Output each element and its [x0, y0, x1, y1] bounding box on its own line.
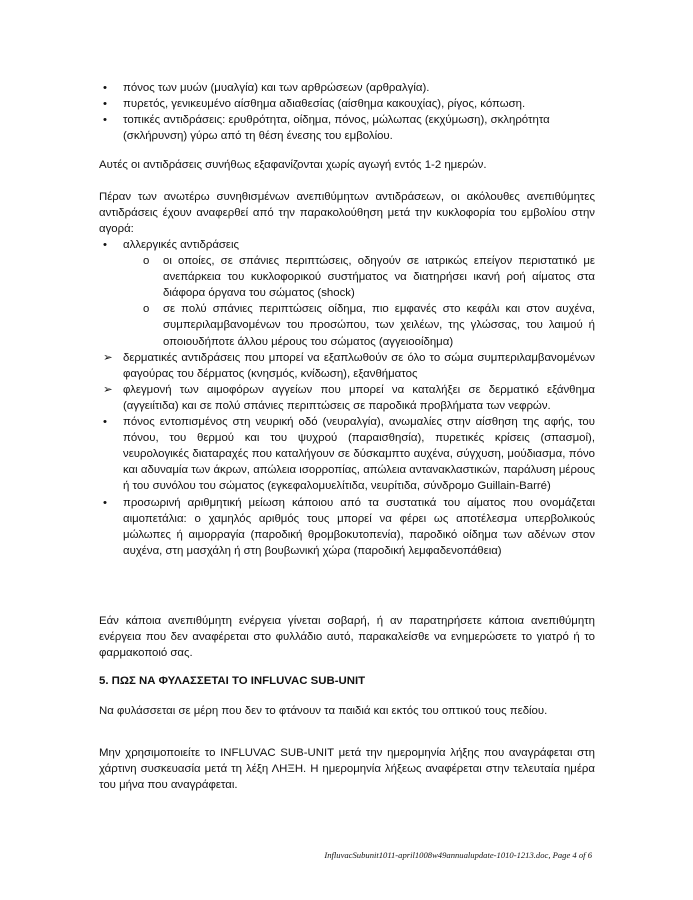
- symptom-list: [99, 80, 595, 144]
- list-item: ➢ δερματικές αντιδράσεις που μπορεί να εξαπλωθούν σε όλο το σώμα συμπεριλαμβανομένων φαγούρας του δέρματος (κνησμός, κνίδωση), εξανθήματος: [103, 351, 595, 380]
- adverse-reaction-list: [99, 237, 595, 559]
- list-item: • τοπικές αντιδράσεις: ερυθρότητα, οίδημα, πόνος, μώλωπας (εκχύμωση), σκληρότητα (σκλήρυνση) γύρω από τη θέση ένεσης του εμβολίου.: [103, 114, 550, 143]
- arrow-bullet-icon: ➢: [103, 383, 113, 396]
- bullet-icon: •: [103, 496, 107, 509]
- paragraph-post-marketing: Πέραν των ανωτέρω συνηθισμένων ανεπιθύμητων αντιδράσεων, οι ακόλουθες ανεπιθύμητες αντιδράσεις έχουν αναφερθεί από την παρακολούθηση μετά την κυκλοφορία του εμβολίου στην αγορά:: [99, 191, 595, 236]
- paragraph-expiry: Μην χρησιμοποιείτε το INFLUVAC SUB-UNIT μετά την ημερομηνία λήξης που αναγράφεται στη χάρτινη συσκευασία μετά τη λέξη ΛΗΞΗ. Η ημερομηνία λήξεως αναφέρεται στην τελευταία ημέρα του μήνα που αναγράφεται.: [99, 747, 595, 792]
- paragraph-disappear: Αυτές οι αντιδράσεις συνήθως εξαφανίζονται χωρίς αγωγή εντός 1-2 ημερών.: [99, 159, 487, 171]
- arrow-bullet-icon: ➢: [103, 351, 113, 364]
- list-item: • πόνος των μυών (μυαλγία) και των αρθρώσεων (αρθραλγία).: [99, 80, 595, 96]
- page-footer: InfluvacSubunit1011-april1008w49annualupdate-1010-1213.doc, Page 4 of 6: [324, 850, 592, 860]
- list-item: • πόνος εντοπισμένος στη νευρική οδό (νευραλγία), ανωμαλίες στην αίσθηση της αφής, του πόνου, του θερμού και του ψυχρού (παραισθησία), πυρετικές κρίσεις (σπασμοί), νευρολογικές διαταραχές που καταλήγουν σε δύσκαμπτο αυχένα, σύγχυση, μούδιασμα, πόνο και αδυναμία των άκρων, απώλεια ισορροπίας, απώλεια αντανακλαστικών, παράλυση μέρους ή του συνόλου του σώματος (εγκεφαλομυελίτιδα, νευρίτιδα, σύνδρομο Guillain-Barré): [103, 416, 595, 493]
- bullet-icon: •: [103, 98, 107, 111]
- bullet-icon: •: [103, 239, 107, 251]
- circle-bullet-icon: o: [143, 303, 150, 316]
- bullet-icon: •: [103, 416, 107, 429]
- allergic-sublist: [123, 253, 595, 350]
- section-heading: 5. ΠΩΣ ΝΑ ΦΥΛΑΣΣΕΤΑΙ ΤΟ INFLUVAC SUB-UNIT: [99, 675, 366, 687]
- list-item: • αλλεργικές αντιδράσεις o οι οποίες, σε σπάνιες περιπτώσεις, οδηγούν σε ιατρικώς επείγον περιστατικό με ανεπάρκεια του κυκλοφορικού συστήματος να διατηρήσει ικανή ροή αίματος στα διάφορα όργανα του σώματος (shock) o σε πολύ σπάνιες περιπτώσεις οίδημα, πιο εμφανές στο κεφάλι και στον αυχένα, συμπεριλαμβανομένων του προσώπου, των χειλέων, της γλώσσας, του λαιμού ή οποιουδήποτε άλλου μέρους του σώματος (αγγειοοίδημα): [99, 237, 595, 350]
- paragraph-storage: Να φυλάσσεται σε μέρη που δεν το φτάνουν τα παιδιά και εκτός του οπτικού τους πεδίου.: [99, 705, 548, 717]
- bullet-icon: •: [103, 82, 107, 94]
- list-item: • προσωρινή αριθμητική μείωση κάποιου από τα συστατικά του αίματος που ονομάζεται αιμοπετάλια: ο χαμηλός αριθμός τους μπορεί να φέρει ως αποτέλεσμα υπερβολικούς μώλωπες ή αιμορραγία (παροδική θρομβοκυτοπενία), παροδικό οίδημα των αδένων στον αυχένα, στη μασχάλη ή στη βουβωνική χώρα (παροδική λεμφαδενοπάθεια): [103, 496, 595, 557]
- list-item: ➢ φλεγμονή των αιμοφόρων αγγείων που μπορεί να καταλήξει σε δερματικό εξάνθημα (αγγειίτιδα) και σε πολύ σπάνιες περιπτώσεις σε παροδικά προβλήματα των νεφρών.: [103, 383, 595, 412]
- bullet-icon: •: [103, 114, 107, 127]
- circle-bullet-icon: o: [143, 255, 150, 268]
- paragraph-serious: Εάν κάποια ανεπιθύμητη ενέργεια γίνεται σοβαρή, ή αν παρατηρήσετε κάποια ανεπιθύμητη ενέργεια που δεν αναφέρεται στο φυλλάδιο αυτό, παρακαλείσθε να ενημερώσετε το γιατρό ή το φαρμακοποιό σας.: [99, 615, 595, 660]
- list-item: • πυρετός, γενικευμένο αίσθημα αδιαθεσίας (αίσθημα κακουχίας), ρίγος, κόπωση.: [99, 96, 595, 112]
- sublist-item: o οι οποίες, σε σπάνιες περιπτώσεις, οδηγούν σε ιατρικώς επείγον περιστατικό με ανεπάρκεια του κυκλοφορικού συστήματος να διατηρήσει ικανή ροή αίματος στα διάφορα όργανα του σώματος (shock): [143, 255, 595, 300]
- sublist-item: o σε πολύ σπάνιες περιπτώσεις οίδημα, πιο εμφανές στο κεφάλι και στον αυχένα, συμπεριλαμβανομένων του προσώπου, των χειλέων, της γλώσσας, του λαιμού ή οποιουδήποτε άλλου μέρους του σώματος (αγγειοοίδημα): [143, 303, 595, 348]
